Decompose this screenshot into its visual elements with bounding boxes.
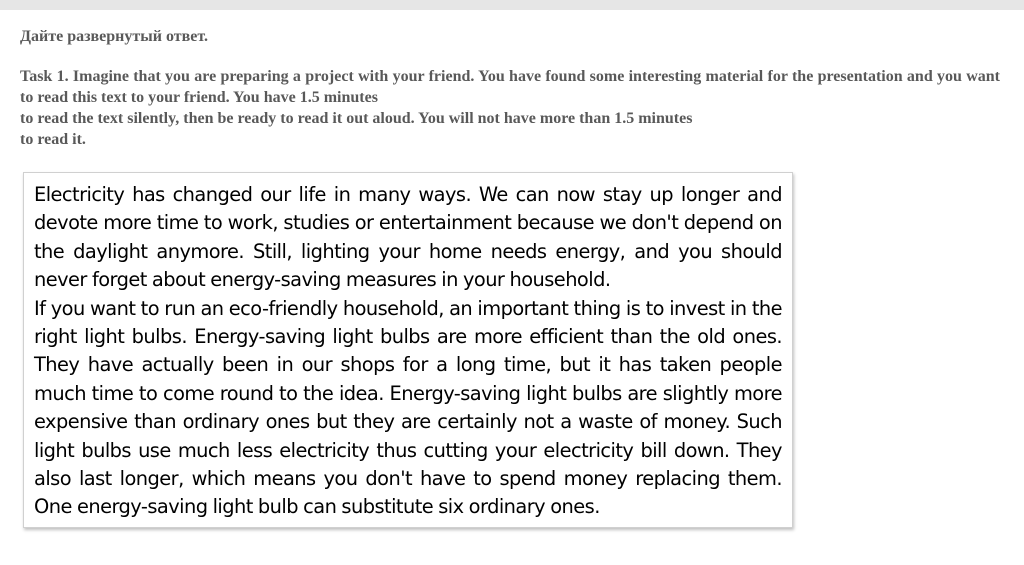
task-line-3: to read it. xyxy=(20,131,86,148)
top-divider-strip xyxy=(0,0,1024,10)
reading-paragraph-1: Electricity has changed our life in many ways. We can now stay up longer and devote more time to work, studies or entertainment because we don't depend on the daylight anymore. Still, lighting your home needs energy, and you should never forget about energy-saving measures in your household. xyxy=(34,183,782,292)
instruction-heading: Дайте развернутый ответ. xyxy=(20,28,208,45)
task-description xyxy=(20,66,1000,150)
task-line-2: to read the text silently, then be ready to read it out aloud. You will not have more than 1.5 minutes xyxy=(20,110,693,127)
reading-text-box xyxy=(23,172,793,528)
task-paragraph: Task 1. Imagine that you are preparing a project with your friend. You have found some interesting material for the presentation and you want to read this text to your friend. You have 1.5 minutes xyxy=(20,68,1000,106)
reading-paragraph-2: If you want to run an eco-friendly household, an important thing is to invest in the right light bulbs. Energy-saving light bulbs are more efficient than the old ones. They have actually been in our shops for a long time, but it has taken people much time to come round to the idea. Energy-saving light bulbs are slightly more expensive than ordinary ones but they are certainly not a waste of money. Such light bulbs use much less electricity thus cutting your electricity bill down. They also last longer, which means you don't have to spend money replacing them. One energy-saving light bulb can substitute six ordinary ones. xyxy=(34,296,782,519)
